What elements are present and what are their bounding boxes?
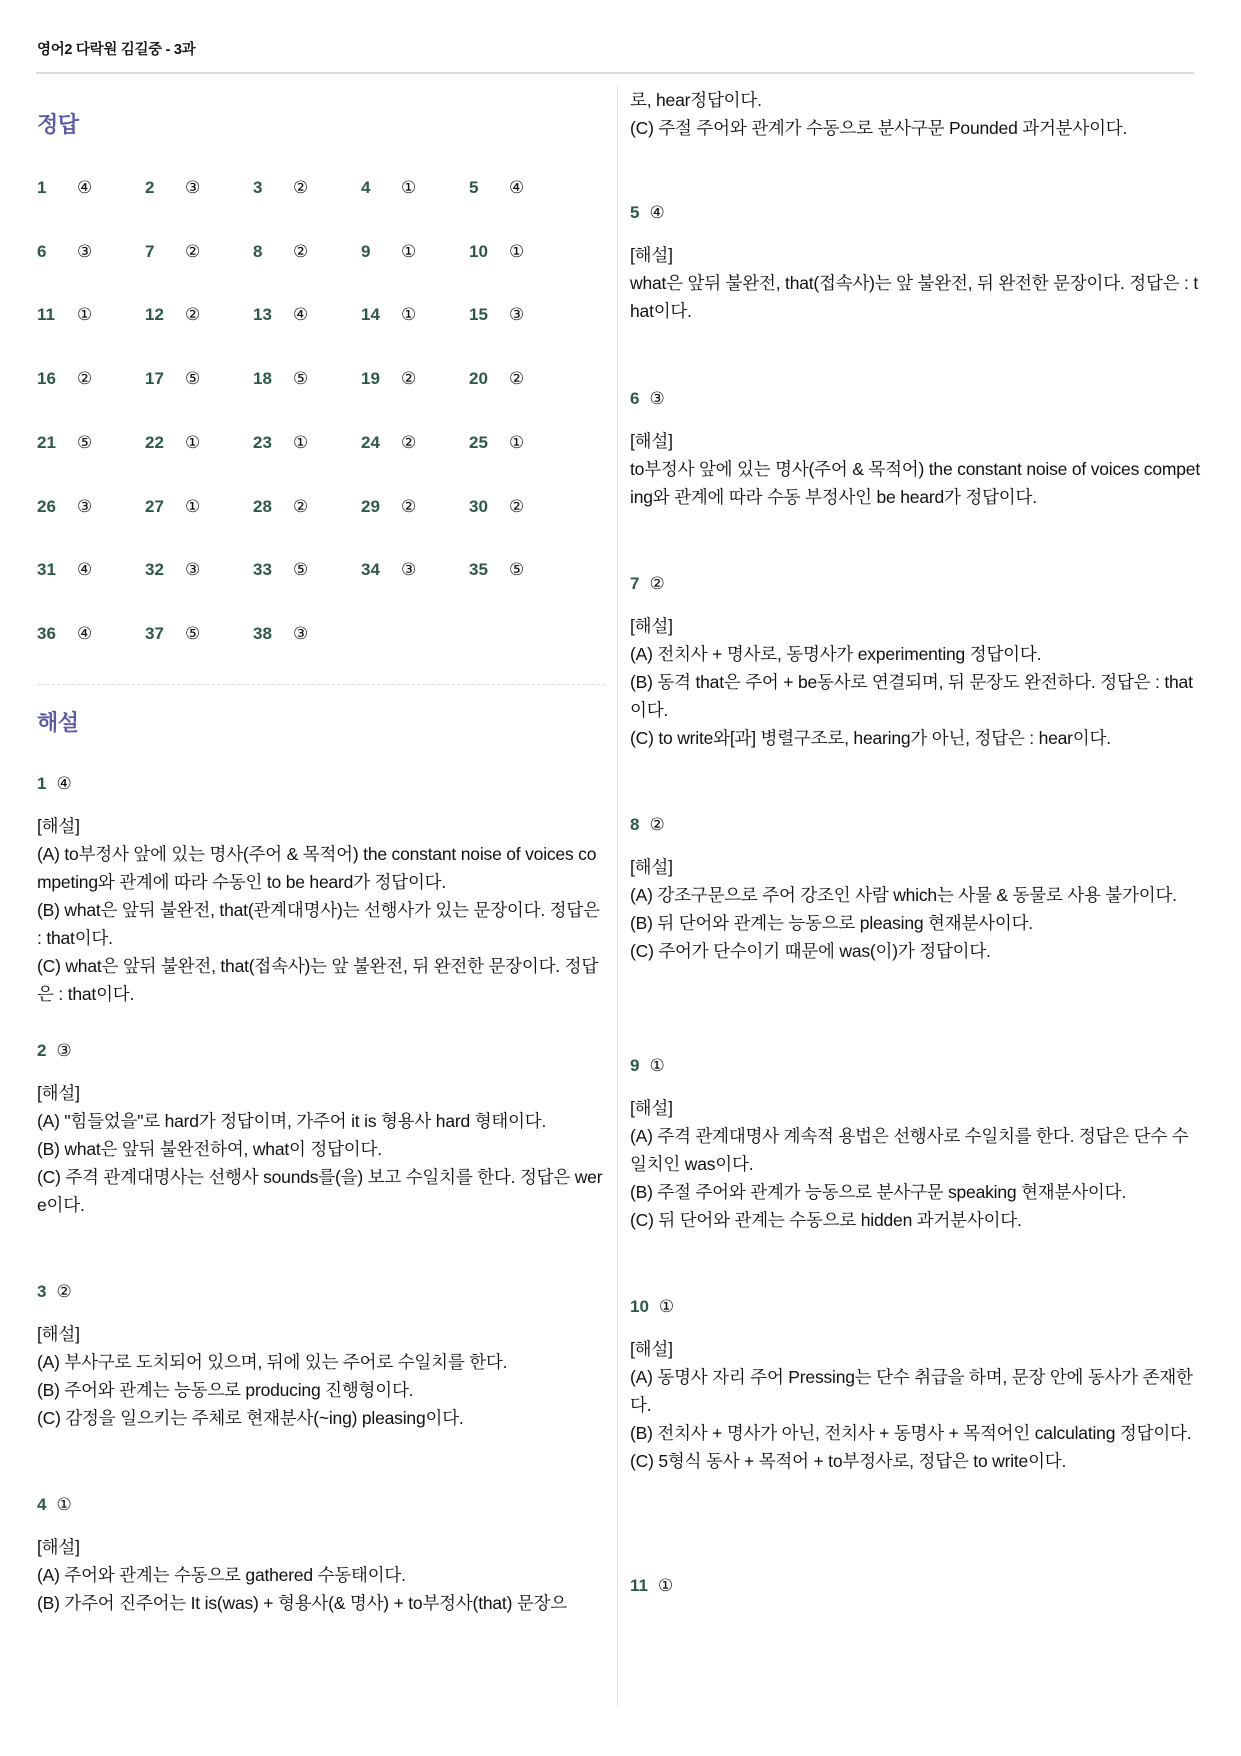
answer-choice: ⑤ [293, 369, 309, 389]
answer-choice: ④ [509, 178, 525, 197]
explanation-line: (C) to write와[과] 병렬구조로, hearing가 아닌, 정답은 : hear이다. [630, 728, 1111, 748]
answer-number: 19 [361, 369, 380, 389]
answer-choice: ③ [509, 305, 525, 325]
explanation-text [630, 1335, 1200, 1475]
explanation-text [37, 1320, 607, 1432]
question-answer: ① [657, 1576, 674, 1595]
explanation-q9 [630, 1054, 1200, 1234]
explanation-text [630, 1094, 1200, 1234]
question-number: 10 [630, 1297, 649, 1316]
answer-choice: ② [293, 241, 309, 261]
answer-cell [145, 240, 200, 264]
answer-cell [253, 176, 308, 200]
answer-number: 16 [37, 369, 56, 389]
question-number: 7 [630, 574, 640, 593]
answer-choice: ① [509, 241, 525, 261]
explanation-q11 [630, 1574, 1200, 1598]
explanation-line: (C) 감정을 일으키는 주체로 현재분사(~ing) pleasing이다. [37, 1408, 464, 1428]
answer-number: 22 [145, 432, 164, 452]
answer-cell [37, 495, 92, 519]
answer-number: 12 [145, 305, 164, 325]
explanation-q10 [630, 1295, 1200, 1475]
answer-choice: ⑤ [509, 560, 525, 580]
answer-number: 35 [469, 560, 488, 580]
question-number: 5 [630, 203, 640, 222]
explanation-label: [해설] [630, 616, 673, 636]
answer-cell [145, 622, 200, 646]
answer-choice: ① [185, 432, 201, 452]
answer-number: 38 [253, 623, 272, 643]
explanation-label: [해설] [630, 245, 673, 265]
question-answer: ② [56, 1282, 72, 1301]
explanation-q1 [37, 772, 607, 1008]
answer-choice: ① [401, 305, 417, 325]
explanation-line: (B) 주절 주어와 관계가 능동으로 분사구문 speaking 현재분사이다. [630, 1182, 1126, 1202]
explanation-line: (C) 주절 주어와 관계가 수동으로 분사구문 Pounded 과거분사이다. [630, 118, 1128, 138]
answer-number: 1 [37, 178, 47, 197]
answer-choice: ① [401, 241, 417, 261]
explanation-label: [해설] [37, 816, 80, 836]
answer-cell [469, 176, 524, 200]
answer-number: 28 [253, 496, 272, 516]
answer-number: 4 [361, 178, 371, 197]
question-number: 6 [630, 389, 640, 408]
answer-choice: ② [509, 369, 525, 389]
answer-cell [361, 240, 416, 264]
answer-choice: ② [77, 369, 93, 389]
answer-choice: ③ [401, 560, 417, 580]
answer-number: 15 [469, 305, 488, 325]
answer-number: 32 [145, 560, 164, 580]
question-answer: ② [649, 815, 665, 834]
explanation-label: [해설] [630, 857, 673, 877]
answer-cell [253, 495, 308, 519]
explanation-text [630, 612, 1200, 752]
question-number: 11 [630, 1576, 648, 1595]
question-number: 2 [37, 1041, 47, 1060]
explanation-text [630, 241, 1200, 325]
answer-cell [361, 558, 416, 582]
question-number: 9 [630, 1056, 640, 1075]
explanation-label: [해설] [37, 1537, 80, 1557]
header-divider [36, 72, 1194, 74]
answer-cell [37, 431, 92, 455]
explanation-line: (C) 주어가 단수이기 때문에 was(이)가 정답이다. [630, 941, 991, 961]
question-answer: ② [649, 574, 665, 593]
explanation-q6 [630, 387, 1200, 511]
answer-number: 37 [145, 623, 164, 643]
answer-cell [469, 558, 524, 582]
explanation-line: (C) 5형식 동사 + 목적어 + to부정사로, 정답은 to write이다. [630, 1451, 1067, 1471]
answer-choice: ② [185, 305, 201, 325]
answer-number: 5 [469, 178, 479, 197]
column-divider [617, 86, 618, 1706]
answer-choice: ② [185, 241, 201, 261]
explanation-line: (C) 뒤 단어와 관계는 수동으로 hidden 과거분사이다. [630, 1210, 1022, 1230]
answer-choice: ② [293, 496, 309, 516]
answer-number: 29 [361, 496, 380, 516]
explanation-line: (A) to부정사 앞에 있는 명사(주어 & 목적어) the constant noise of voices competing와 관계에 따라 수동인 to be heard가 정답이다. [37, 844, 597, 892]
explanation-text [630, 853, 1200, 965]
answer-choice: ⑤ [77, 432, 93, 452]
answer-cell [37, 622, 92, 646]
explanation-line: what은 앞뒤 불완전, that(접속사)는 앞 불완전, 뒤 완전한 문장이다. 정답은 : that이다. [630, 273, 1199, 321]
explanation-line: (B) 전치사 + 명사가 아닌, 전치사 + 동명사 + 목적어인 calculating 정답이다. [630, 1423, 1192, 1443]
explanation-line: (B) what은 앞뒤 불완전, that(관계대명사)는 선행사가 있는 문장이다. 정답은 : that이다. [37, 900, 600, 948]
answer-choice: ④ [77, 560, 93, 580]
answer-cell [361, 495, 416, 519]
answer-cell [469, 303, 524, 327]
question-answer: ① [56, 1495, 72, 1514]
answer-cell [145, 367, 200, 391]
answer-number: 24 [361, 432, 380, 452]
explanation-q7 [630, 572, 1200, 752]
answer-cell [37, 240, 92, 264]
explanation-line: (A) 부사구로 도치되어 있으며, 뒤에 있는 주어로 수일치를 한다. [37, 1352, 508, 1372]
answer-choice: ④ [77, 623, 93, 643]
explanation-text [37, 812, 607, 1008]
explanation-text [37, 1533, 607, 1617]
answer-number: 33 [253, 560, 272, 580]
answer-cell [145, 431, 200, 455]
answer-cell [361, 303, 416, 327]
answer-choice: ② [509, 496, 525, 516]
answer-choice: ③ [293, 623, 309, 643]
answer-number: 18 [253, 369, 272, 389]
answer-number: 2 [145, 178, 155, 197]
answer-cell [469, 240, 524, 264]
explanation-line: to부정사 앞에 있는 명사(주어 & 목적어) the constant noise of voices competing와 관계에 따라 수동 부정사인 be heard가 정답이다. [630, 459, 1200, 507]
explanation-line: (B) 가주어 진주어는 It is(was) + 형용사(& 명사) + to부정사(that) 문장으 [37, 1593, 567, 1613]
answer-choice: ④ [293, 305, 309, 325]
question-answer: ③ [56, 1041, 72, 1060]
answer-cell [145, 495, 200, 519]
explanation-line: 로, hear정답이다. [630, 90, 762, 110]
answer-cell [469, 495, 524, 519]
explanation-q8 [630, 813, 1200, 965]
answer-number: 17 [145, 369, 164, 389]
section-divider [37, 684, 605, 685]
answer-cell [253, 303, 308, 327]
answer-number: 21 [37, 432, 56, 452]
explanation-label: [해설] [630, 1098, 673, 1118]
answers-section-title: 정답 [37, 112, 79, 137]
question-answer: ① [649, 1056, 665, 1075]
document-header: 영어2 다락원 김길중 - 3과 [37, 42, 196, 58]
answer-number: 30 [469, 496, 488, 516]
answer-cell [361, 176, 416, 200]
explanation-q2 [37, 1039, 607, 1219]
answer-number: 26 [37, 496, 56, 516]
answer-choice: ① [401, 178, 417, 197]
answer-cell [37, 303, 92, 327]
answer-choice: ① [509, 432, 525, 452]
answer-cell [361, 367, 416, 391]
answer-number: 31 [37, 560, 56, 580]
explanation-line: (C) what은 앞뒤 불완전, that(접속사)는 앞 불완전, 뒤 완전한 문장이다. 정답은 : that이다. [37, 956, 599, 1004]
answer-choice: ② [401, 432, 417, 452]
answer-cell [37, 558, 92, 582]
explanations-section-title: 해설 [37, 710, 79, 735]
question-answer: ① [658, 1297, 675, 1316]
answer-choice: ② [293, 178, 309, 197]
answer-cell [37, 367, 92, 391]
answer-cell [37, 176, 92, 200]
question-number: 3 [37, 1282, 47, 1301]
answer-choice: ③ [185, 560, 201, 580]
answer-number: 3 [253, 178, 263, 197]
explanation-line: (B) 동격 that은 주어 + be동사로 연결되며, 뒤 문장도 완전하다. 정답은 : that이다. [630, 672, 1193, 720]
answer-choice: ⑤ [185, 623, 201, 643]
question-number: 1 [37, 774, 47, 793]
explanation-q5 [630, 201, 1200, 325]
answer-choice: ③ [77, 496, 93, 516]
answer-choice: ① [77, 305, 93, 325]
answer-cell [469, 431, 524, 455]
explanation-label: [해설] [630, 431, 673, 451]
answer-choice: ④ [77, 178, 93, 197]
explanation-line: (A) 강조구문으로 주어 강조인 사람 which는 사물 & 동물로 사용 불가이다. [630, 885, 1177, 905]
answer-number: 6 [37, 241, 47, 261]
answer-cell [145, 176, 200, 200]
answer-choice: ⑤ [293, 560, 309, 580]
explanation-label: [해설] [37, 1324, 80, 1344]
answer-number: 27 [145, 496, 164, 516]
explanation-line: (A) "힘들었을"로 hard가 정답이며, 가주어 it is 형용사 hard 형태이다. [37, 1111, 547, 1131]
answer-number: 23 [253, 432, 272, 452]
question-number: 8 [630, 815, 640, 834]
answer-choice: ③ [77, 241, 93, 261]
answer-choice: ⑤ [185, 369, 201, 389]
answer-choice: ③ [185, 178, 201, 197]
answer-cell [145, 303, 200, 327]
question-number: 4 [37, 1495, 47, 1514]
answer-cell [253, 558, 308, 582]
answer-number: 7 [145, 241, 155, 261]
answer-cell [253, 431, 308, 455]
explanation-line: (A) 주어와 관계는 수동으로 gathered 수동태이다. [37, 1565, 406, 1585]
answer-number: 36 [37, 623, 56, 643]
answer-cell [253, 622, 308, 646]
explanation-line: (C) 주격 관계대명사는 선행사 sounds를(을) 보고 수일치를 한다. 정답은 were이다. [37, 1167, 603, 1215]
explanation-q3 [37, 1280, 607, 1432]
answer-cell [469, 367, 524, 391]
question-answer: ③ [649, 389, 665, 408]
answer-cell [145, 558, 200, 582]
explanation-line: (B) 주어와 관계는 능동으로 producing 진행형이다. [37, 1380, 414, 1400]
explanation-line: (A) 주격 관계대명사 계속적 용법은 선행사로 수일치를 한다. 정답은 단수 수일치인 was이다. [630, 1126, 1189, 1174]
answer-number: 10 [469, 241, 488, 261]
question-answer: ④ [56, 774, 72, 793]
explanation-text [37, 1079, 607, 1219]
explanation-line: (B) what은 앞뒤 불완전하여, what이 정답이다. [37, 1139, 382, 1159]
explanation-label: [해설] [37, 1083, 80, 1103]
explanation-text [630, 427, 1200, 511]
answer-number: 9 [361, 241, 371, 261]
answer-number: 11 [37, 305, 55, 325]
answer-choice: ① [293, 432, 309, 452]
question-answer: ④ [649, 203, 665, 222]
explanation-q4 [37, 1493, 607, 1617]
answer-number: 25 [469, 432, 488, 452]
answer-number: 8 [253, 241, 263, 261]
answer-cell [253, 367, 308, 391]
explanation-label: [해설] [630, 1339, 673, 1359]
answer-number: 20 [469, 369, 488, 389]
answer-number: 34 [361, 560, 380, 580]
explanation-q4-continued [630, 86, 1200, 142]
answer-cell [361, 431, 416, 455]
answer-number: 13 [253, 305, 272, 325]
answer-choice: ② [401, 369, 417, 389]
explanation-line: (A) 동명사 자리 주어 Pressing는 단수 취급을 하며, 문장 안에 동사가 존재한다. [630, 1367, 1193, 1415]
explanation-line: (A) 전치사 + 명사로, 동명사가 experimenting 정답이다. [630, 644, 1042, 664]
explanation-line: (B) 뒤 단어와 관계는 능동으로 pleasing 현재분사이다. [630, 913, 1033, 933]
answer-choice: ② [401, 496, 417, 516]
answer-cell [253, 240, 308, 264]
answer-number: 14 [361, 305, 380, 325]
answer-choice: ① [185, 496, 201, 516]
